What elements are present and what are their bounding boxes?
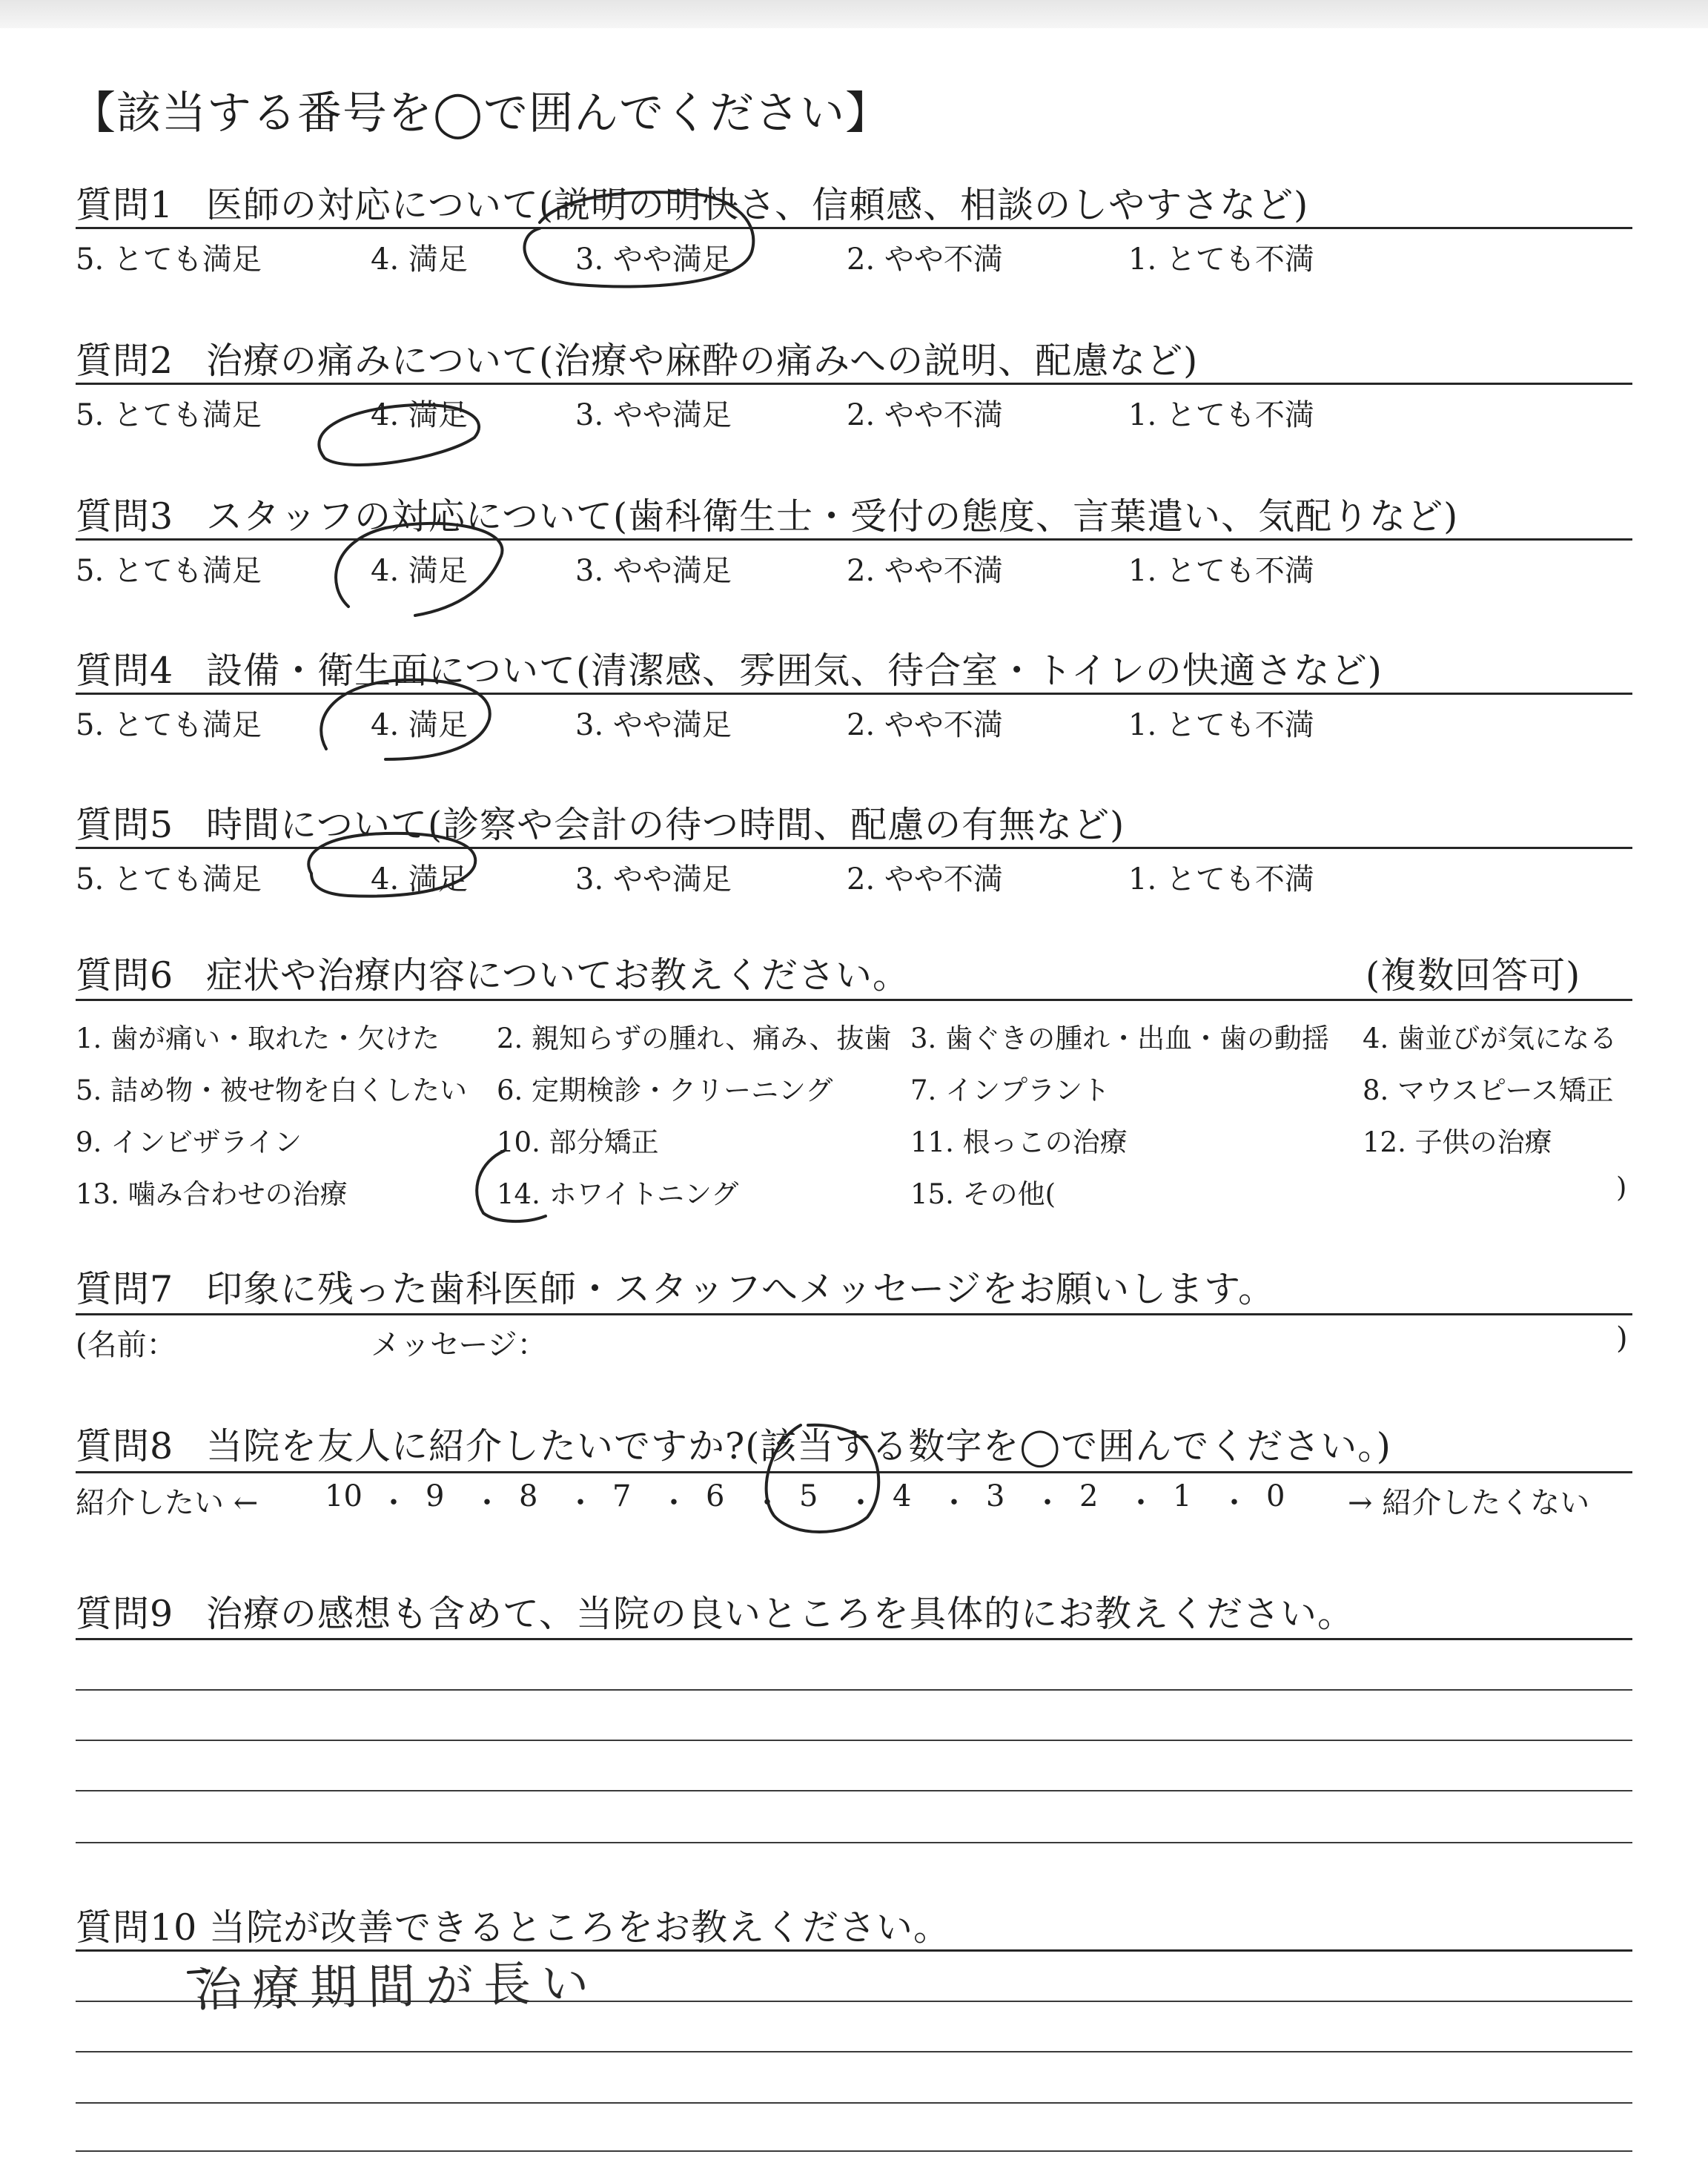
q7-label: 質問7 (76, 1268, 174, 1310)
q8-scale-separator: ・ (752, 1486, 782, 1520)
q2-selection-circle (319, 405, 479, 465)
q8-label: 質問8 (76, 1425, 174, 1467)
q10-handwritten-answer: 治療期間が長い (193, 1956, 600, 2018)
q8-scale-separator: ・ (1033, 1486, 1062, 1520)
q1-option[interactable]: 5. とても満足 (76, 242, 262, 277)
q8-scale-number[interactable]: 3 (986, 1479, 1005, 1513)
q1-label: 質問1 (76, 184, 174, 226)
q9-text: 治療の感想も含めて、当院の良いところを具体的にお教えください。 (206, 1593, 1355, 1635)
q8-scale-number[interactable]: 10 (325, 1479, 363, 1513)
q8-scale-separator: ・ (566, 1486, 595, 1520)
q8-scale-number[interactable]: 9 (426, 1479, 445, 1513)
q3-option[interactable]: 4. 満足 (371, 554, 468, 588)
q8-scale-separator: ・ (939, 1486, 969, 1520)
q3-label: 質問3 (76, 495, 174, 538)
q6-selection-circle (477, 1151, 546, 1221)
q7-close-paren: ) (1616, 1321, 1628, 1355)
q8-scale-number[interactable]: 1 (1173, 1479, 1192, 1513)
q4-option[interactable]: 2. やや不満 (847, 708, 1003, 742)
q8-scale-separator: ・ (846, 1486, 875, 1520)
q2-option[interactable]: 3. やや満足 (575, 398, 732, 432)
q8-scale-number[interactable]: 6 (706, 1479, 725, 1513)
q2-label: 質問2 (76, 340, 174, 382)
q8-scale-separator: ・ (472, 1486, 502, 1520)
q1-option[interactable]: 3. やや満足 (575, 242, 732, 277)
q4-text: 設備・衛生面について(清潔感、雰囲気、待合室・トイレの快適さなど) (206, 650, 1383, 692)
q5-option[interactable]: 4. 満足 (371, 862, 468, 896)
q4-option[interactable]: 3. やや満足 (575, 708, 732, 742)
q6-option[interactable]: 15. その他( (910, 1178, 1056, 1210)
q10-label: 質問10 (76, 1906, 198, 1949)
q6-option[interactable]: 14. ホワイトニング (497, 1178, 739, 1210)
q5-option[interactable]: 5. とても満足 (76, 862, 262, 896)
q3-option[interactable]: 3. やや満足 (575, 554, 732, 588)
q8-scale-separator: ・ (1126, 1486, 1156, 1520)
q3-option[interactable]: 5. とても満足 (76, 554, 262, 588)
q6-option[interactable]: 6. 定期検診・クリーニング (497, 1074, 833, 1106)
q6-option[interactable]: 9. インビザライン (76, 1126, 302, 1158)
q8-text: 当院を友人に紹介したいですか?(該当する数字を◯で囲んでください。) (206, 1425, 1391, 1467)
q8-scale-separator: ・ (1219, 1486, 1249, 1520)
q1-option[interactable]: 4. 満足 (371, 242, 468, 277)
q3-option[interactable]: 2. やや不満 (847, 554, 1003, 588)
q8-scale-number[interactable]: 4 (893, 1479, 912, 1513)
q2-option[interactable]: 4. 満足 (371, 398, 468, 432)
q4-option[interactable]: 1. とても不満 (1128, 708, 1314, 742)
q6-other-close-paren: ) (1616, 1172, 1627, 1203)
q7-message-label[interactable]: メッセージ： (371, 1328, 547, 1362)
q3-text: スタッフの対応について(歯科衛生士・受付の態度、言葉遣い、気配りなど) (206, 495, 1459, 538)
q8-selection-circle (767, 1425, 879, 1532)
q1-selection-circle (525, 192, 754, 286)
q6-option[interactable]: 1. 歯が痛い・取れた・欠けた (76, 1023, 440, 1054)
q5-option[interactable]: 3. やや満足 (575, 862, 732, 896)
q6-option[interactable]: 7. インプラント (910, 1074, 1110, 1106)
q1-option[interactable]: 2. やや不満 (847, 242, 1003, 277)
q3-option[interactable]: 1. とても不満 (1128, 554, 1314, 588)
q5-option[interactable]: 2. やや不満 (847, 862, 1003, 896)
q4-label: 質問4 (76, 650, 174, 692)
q9-label: 質問9 (76, 1593, 174, 1635)
q10-text: 当院が改善できるところをお教えください。 (209, 1906, 951, 1949)
q8-scale-number[interactable]: 0 (1266, 1479, 1285, 1513)
q6-option[interactable]: 8. マウスピース矯正 (1363, 1074, 1614, 1106)
q2-option[interactable]: 1. とても不満 (1128, 398, 1314, 432)
q6-option[interactable]: 10. 部分矯正 (497, 1126, 659, 1158)
q2-option[interactable]: 2. やや不満 (847, 398, 1003, 432)
q6-option[interactable]: 12. 子供の治療 (1363, 1126, 1552, 1158)
q8-scale-separator: ・ (659, 1486, 689, 1520)
q6-text: 症状や治療内容についてお教えください。 (206, 954, 910, 997)
q4-option[interactable]: 5. とても満足 (76, 708, 262, 742)
q7-text: 印象に残った歯科医師・スタッフへメッセージをお願いします。 (206, 1268, 1276, 1310)
q6-option[interactable]: 4. 歯並びが気になる (1363, 1023, 1618, 1054)
q8-scale-separator: ・ (379, 1486, 408, 1520)
q5-selection-circle (308, 833, 475, 896)
q4-option[interactable]: 4. 満足 (371, 708, 468, 742)
q6-option[interactable]: 13. 噛み合わせの治療 (76, 1178, 348, 1210)
q8-left-label: 紹介したい ← (76, 1486, 259, 1520)
q5-text: 時間について(診察や会計の待つ時間、配慮の有無など) (206, 804, 1125, 846)
q8-right-label: → 紹介したくない (1348, 1486, 1590, 1520)
q6-option[interactable]: 2. 親知らずの腫れ、痛み、抜歯 (497, 1023, 892, 1054)
q6-option[interactable]: 5. 詰め物・被せ物を白くしたい (76, 1074, 468, 1106)
q1-text: 医師の対応について(説明の明快さ、信頼感、相談のしやすさなど) (206, 184, 1309, 226)
q5-option[interactable]: 1. とても不満 (1128, 862, 1314, 896)
q6-note: (複数回答可) (1366, 954, 1581, 997)
q8-scale-number[interactable]: 5 (799, 1479, 818, 1513)
q10-lead-stroke (188, 1971, 209, 1972)
q2-option[interactable]: 5. とても満足 (76, 398, 262, 432)
q3-selection-circle (336, 524, 502, 615)
q8-scale-number[interactable]: 7 (612, 1479, 632, 1513)
q2-text: 治療の痛みについて(治療や麻酔の痛みへの説明、配慮など) (206, 340, 1199, 382)
q5-label: 質問5 (76, 804, 174, 846)
q8-scale-number[interactable]: 8 (519, 1479, 538, 1513)
q6-label: 質問6 (76, 954, 174, 997)
q4-selection-circle (321, 680, 490, 759)
page-title: 【該当する番号を◯で囲んでください】 (71, 87, 891, 139)
q7-name-label[interactable]: (名前： (76, 1328, 176, 1362)
q6-option[interactable]: 11. 根っこの治療 (910, 1126, 1128, 1158)
q6-option[interactable]: 3. 歯ぐきの腫れ・出血・歯の動揺 (910, 1023, 1330, 1054)
q8-scale-number[interactable]: 2 (1079, 1479, 1099, 1513)
q1-option[interactable]: 1. とても不満 (1128, 242, 1314, 277)
